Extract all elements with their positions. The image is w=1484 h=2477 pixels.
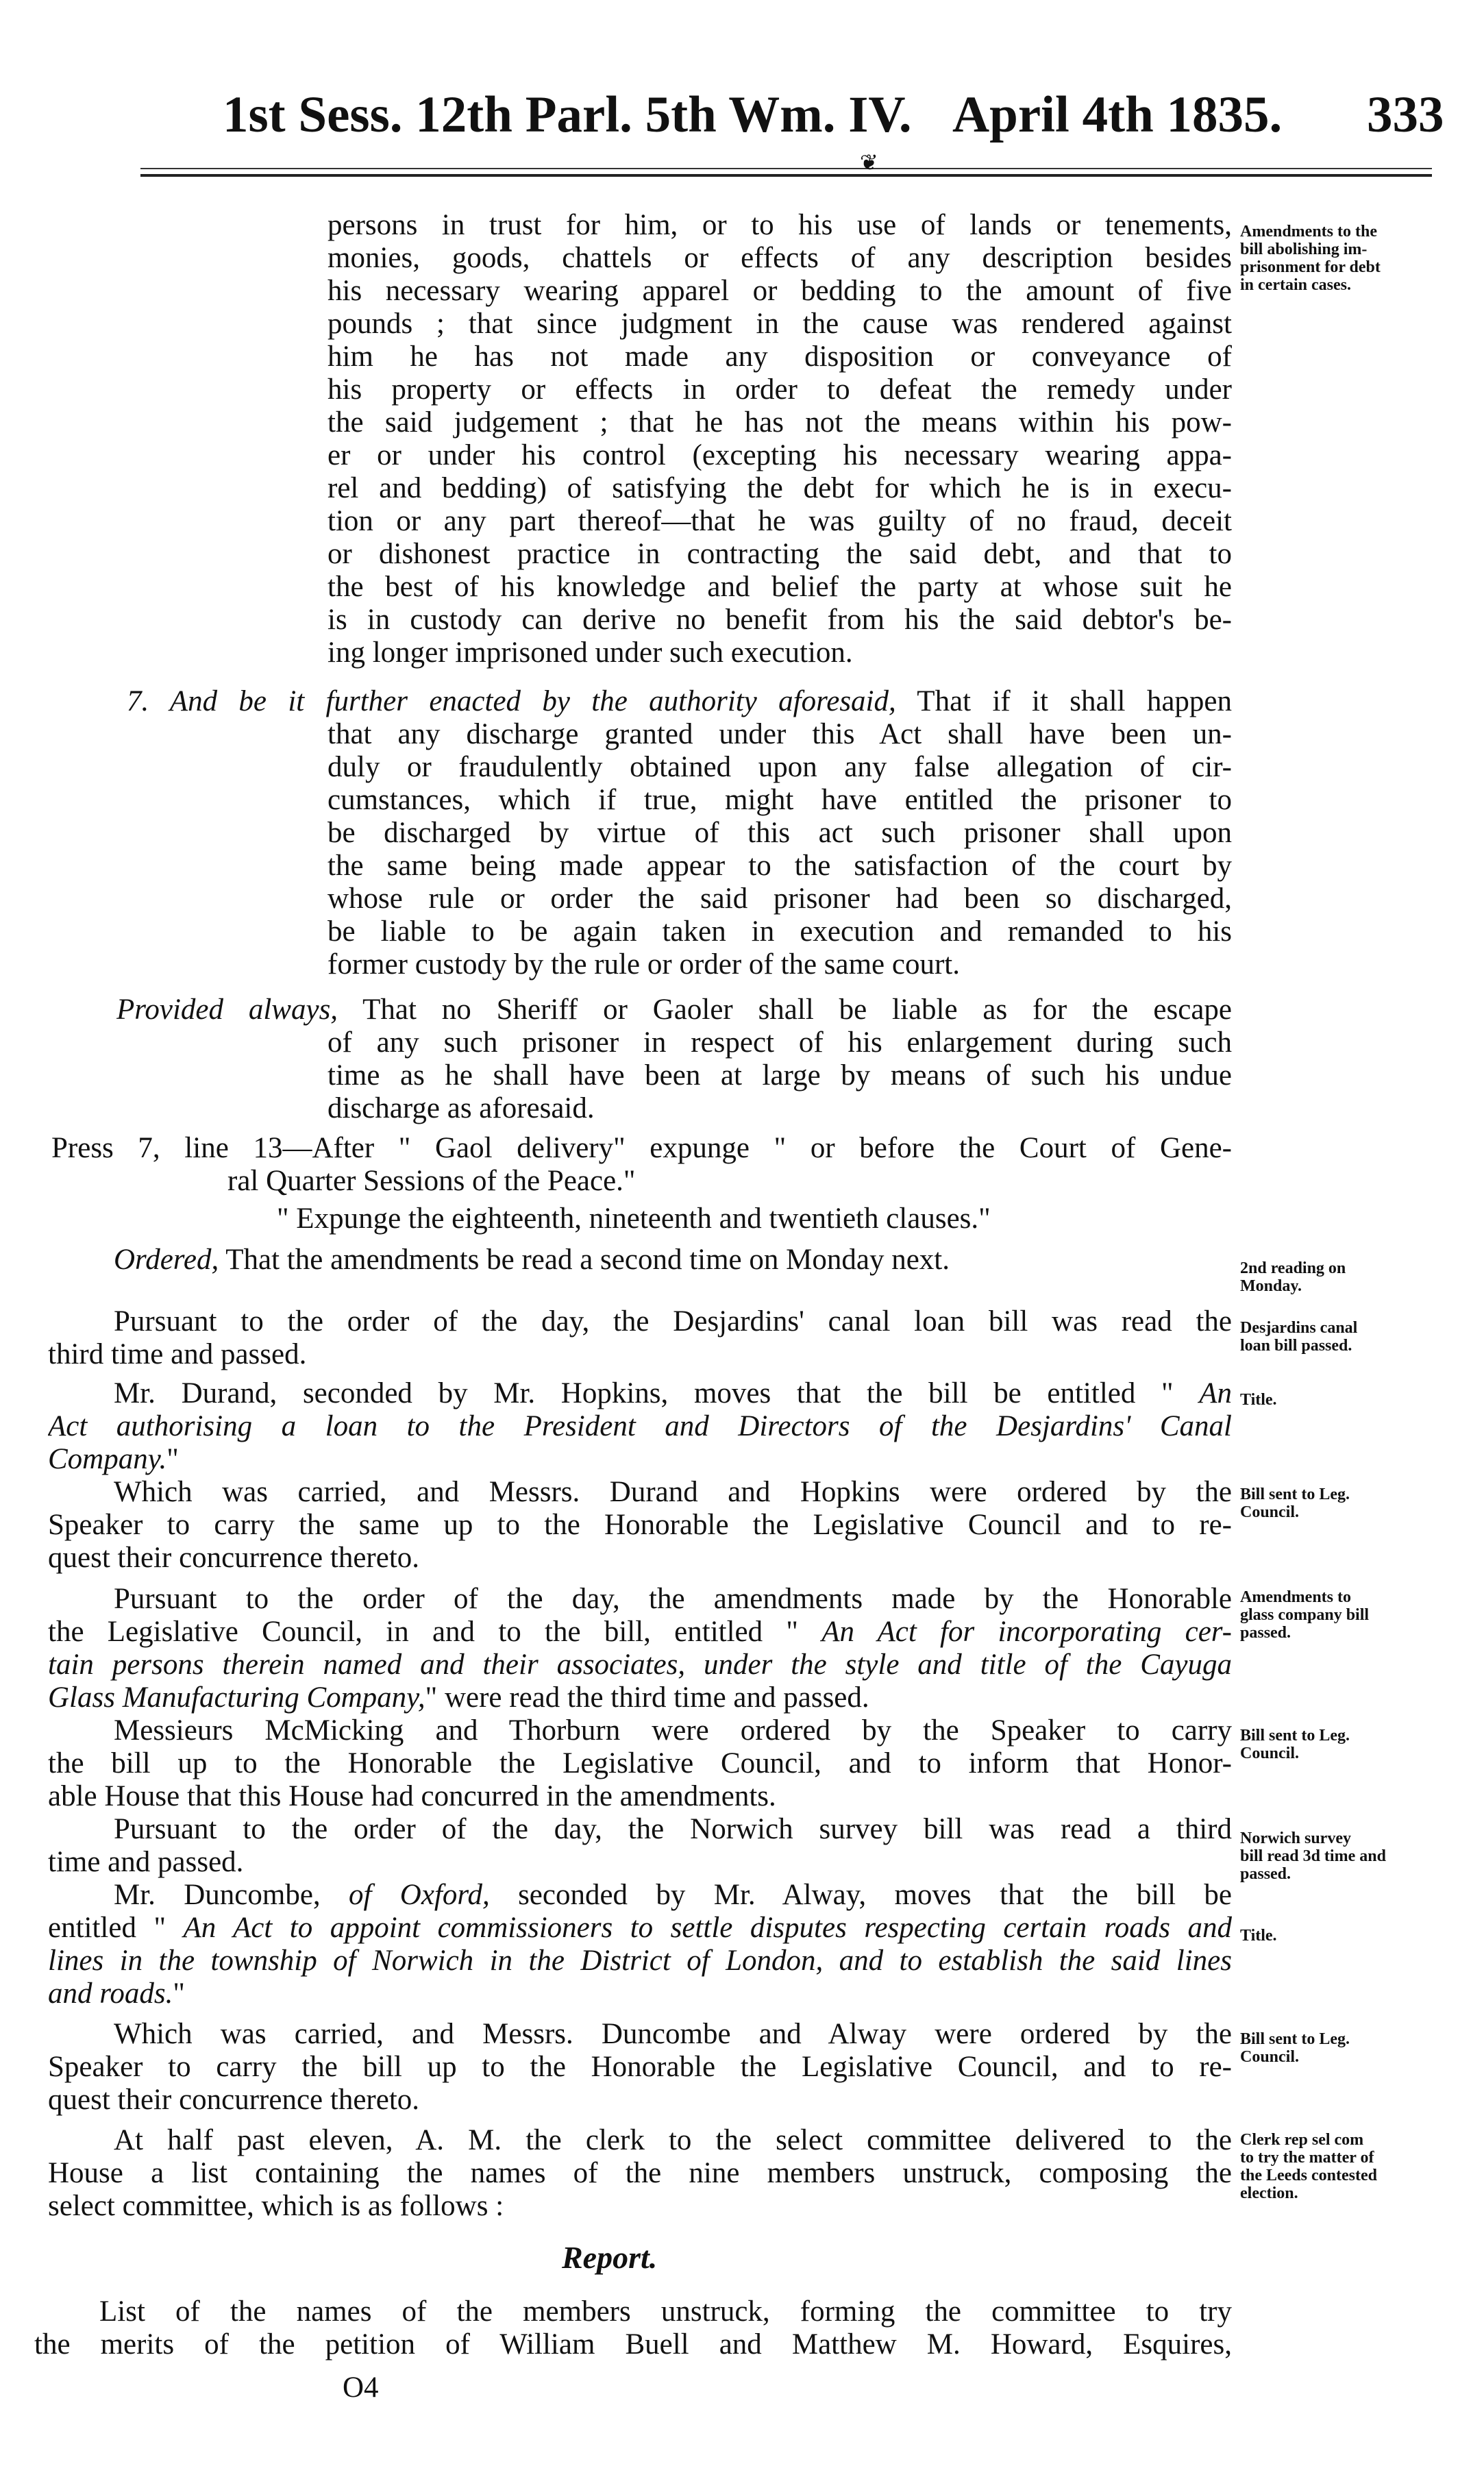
text-line: be discharged by virtue of this act such prisoner shall upon xyxy=(327,817,1232,849)
text-line: Messieurs McMicking and Thorburn were ordered by the Speaker to carry xyxy=(114,1714,1232,1747)
margin-note: Bill sent to Leg. Council. xyxy=(1240,2030,1350,2066)
text-line: him he has not made any disposition or conveyance of xyxy=(327,341,1232,373)
page-number: 333 xyxy=(1367,86,1444,143)
text-line: former custody by the rule or order of the same court. xyxy=(327,948,960,981)
text-line: Which was carried, and Messrs. Duncombe and Alway were ordered by the xyxy=(114,2018,1232,2050)
glass-title-line-2: tain persons therein named and their associates, under the style and title of the Cayuga xyxy=(48,1649,1232,1681)
text-line: quest their concurrence thereto. xyxy=(48,2084,420,2116)
text-line: able House that this House had concurred in the amendments. xyxy=(48,1780,776,1812)
text-line: the merits of the petition of William Buell and Matthew M. Howard, Esquires, xyxy=(34,2328,1232,2361)
text-line: persons in trust for him, or to his use of lands or tenements, xyxy=(327,209,1232,241)
text-line: whose rule or order the said prisoner had been so discharged, xyxy=(327,883,1232,915)
text-line: " Expunge the eighteenth, nineteenth and twentieth clauses." xyxy=(277,1203,991,1235)
text-line: Pursuant to the order of the day, the Desjardins' canal loan bill was read the xyxy=(114,1305,1232,1338)
margin-note: 2nd reading on Monday. xyxy=(1240,1259,1346,1295)
text-line: that any discharge granted under this Act shall have been un- xyxy=(327,718,1232,750)
text-line: Speaker to carry the bill up to the Honorable the Legislative Council, and to re- xyxy=(48,2051,1232,2083)
text-line: ral Quarter Sessions of the Peace." xyxy=(227,1165,636,1197)
text-line: is in custody can derive no benefit from his the said debtor's be- xyxy=(327,604,1232,636)
text-line: his property or effects in order to defeat the remedy under xyxy=(327,373,1232,406)
durand-title-line: Act authorising a loan to the President and Directors of the Desjardins' Canal xyxy=(48,1410,1232,1442)
session-heading: 1st Sess. 12th Parl. 5th Wm. IV. xyxy=(223,86,912,143)
text-line: the said judgement ; that he has not the means within his pow- xyxy=(327,406,1232,439)
text-line: monies, goods, chattels or effects of any description besides xyxy=(327,242,1232,274)
margin-note: Norwich survey bill read 3d time and passed. xyxy=(1240,1829,1386,1883)
duncombe-motion-line: Mr. Duncombe, of Oxford, seconded by Mr. Alway, moves that the bill be xyxy=(114,1879,1232,1911)
text-line: his necessary wearing apparel or bedding to the amount of five xyxy=(327,275,1232,307)
text-line: Which was carried, and Messrs. Durand and Hopkins were ordered by the xyxy=(114,1476,1232,1508)
text-line: time as he shall have been at large by means of such his undue xyxy=(327,1059,1232,1092)
clause-7-opening: 7. And be it further enacted by the authority aforesaid, That if it shall happen xyxy=(127,685,1232,717)
norwich-title-line-2: lines in the township of Norwich in the District of London, and to establish the said lines xyxy=(48,1945,1232,1977)
proviso-opening: Provided always, That no Sheriff or Gaoler shall be liable as for the escape xyxy=(116,994,1232,1026)
text-line: select committee, which is as follows : xyxy=(48,2190,504,2222)
margin-note: Bill sent to Leg. Council. xyxy=(1240,1486,1350,1521)
text-line: or dishonest practice in contracting the said debt, and that to xyxy=(327,538,1232,570)
margin-note: Title. xyxy=(1240,1391,1277,1409)
text-line: the same being made appear to the satisfaction of the court by xyxy=(327,850,1232,882)
margin-note: Title. xyxy=(1240,1927,1277,1945)
margin-note: Bill sent to Leg. Council. xyxy=(1240,1727,1350,1762)
text-line: tion or any part thereof—that he was guilty of no fraud, deceit xyxy=(327,505,1232,537)
text-line: Pursuant to the order of the day, the amendments made by the Honorable xyxy=(114,1583,1232,1615)
text-line: third time and passed. xyxy=(48,1338,307,1370)
text-line: time and passed. xyxy=(48,1846,244,1878)
text-line: of any such prisoner in respect of his enlargement during such xyxy=(327,1026,1232,1059)
text-line: At half past eleven, A. M. the clerk to the select committee delivered to the xyxy=(114,2124,1232,2156)
ordered-line: Ordered, That the amendments be read a second time on Monday next. xyxy=(114,1244,950,1276)
text-line: Speaker to carry the same up to the Honorable the Legislative Council and to re- xyxy=(48,1509,1232,1541)
text-line: Press 7, line 13—After " Gaol delivery" expunge " or before the Court of Gene- xyxy=(51,1132,1232,1164)
text-line: pounds ; that since judgment in the cause was rendered against xyxy=(327,308,1232,340)
glass-title-end: Glass Manufacturing Company," were read the third time and passed. xyxy=(48,1681,869,1714)
text-line: Pursuant to the order of the day, the Norwich survey bill was read a third xyxy=(114,1813,1232,1845)
margin-note: Desjardins canal loan bill passed. xyxy=(1240,1319,1358,1355)
norwich-title-line: entitled " An Act to appoint commissioners to settle disputes respecting certain roads and xyxy=(48,1912,1232,1944)
text-line: House a list containing the names of the nine members unstruck, composing the xyxy=(48,2157,1232,2189)
text-line: be liable to be again taken in execution and remanded to his xyxy=(327,915,1232,948)
text-line: the best of his knowledge and belief the party at whose suit he xyxy=(327,571,1232,603)
text-line: the bill up to the Honorable the Legislative Council, and to inform that Honor- xyxy=(48,1747,1232,1779)
glass-title-line: the Legislative Council, in and to the bill, entitled " An Act for incorporating cer- xyxy=(48,1616,1232,1648)
durand-motion-line: Mr. Durand, seconded by Mr. Hopkins, moves that the bill be entitled " An xyxy=(114,1377,1232,1409)
date-heading: April 4th 1835. xyxy=(952,86,1283,143)
text-line: duly or fraudulently obtained upon any false allegation of cir- xyxy=(327,751,1232,783)
text-line: rel and bedding) of satisfying the debt for which he is in execu- xyxy=(327,472,1232,504)
durand-title-end: Company." xyxy=(48,1443,179,1475)
text-line: ing longer imprisoned under such execution. xyxy=(327,637,853,669)
report-heading: Report. xyxy=(562,2240,658,2275)
ornament-icon: ❦ xyxy=(860,150,878,175)
text-line: List of the names of the members unstruck, forming the committee to try xyxy=(99,2295,1232,2328)
text-line: er or under his control (excepting his necessary wearing appa- xyxy=(327,439,1232,471)
text-line: cumstances, which if true, might have entitled the prisoner to xyxy=(327,784,1232,816)
text-line: discharge as aforesaid. xyxy=(327,1092,595,1124)
signature-mark: O4 xyxy=(343,2371,379,2404)
margin-note: Amendments to glass company bill passed. xyxy=(1240,1588,1370,1642)
margin-note: Amendments to the bill abolishing im- prisonment for debt in certain cases. xyxy=(1240,223,1381,294)
margin-note: Clerk rep sel com to try the matter of the Leeds contested election. xyxy=(1240,2131,1377,2202)
norwich-title-end: and roads." xyxy=(48,1977,185,2010)
text-line: quest their concurrence thereto. xyxy=(48,1542,420,1574)
